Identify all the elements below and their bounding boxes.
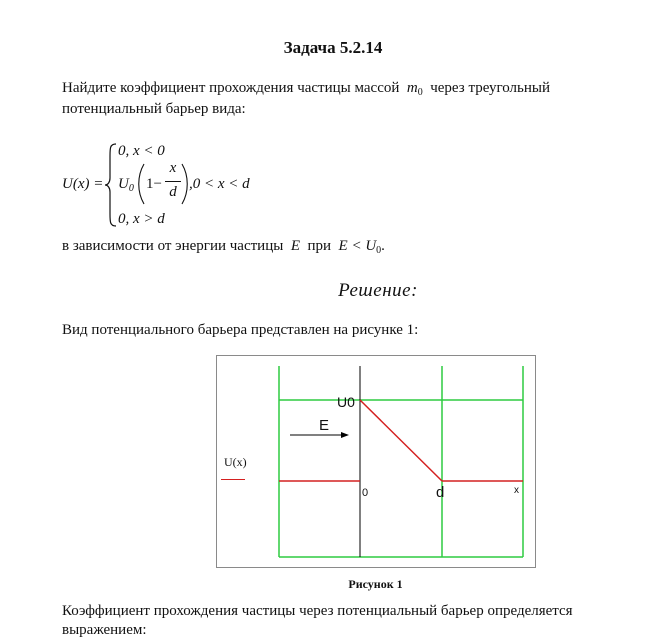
label-u0: U0: [337, 394, 355, 410]
closing-line-1: Коэффициент прохождения частицы через потенциальный барьер определяется: [62, 603, 573, 619]
formula-left-paren: [136, 162, 146, 206]
formula-one-minus: 1−: [146, 176, 162, 192]
curve-slope-segment: [360, 400, 442, 481]
problem-line-1-suffix: через треугольный: [430, 80, 551, 96]
formula-fraction-bar: [165, 181, 181, 182]
dependency-prefix: в зависимости от энергии частицы: [62, 238, 284, 254]
dependency-end: .: [381, 238, 385, 254]
formula-case-2: [118, 176, 134, 193]
problem-line-1-prefix: Найдите коэффициент прохождения частицы массой: [62, 80, 400, 96]
dependency-middle: при: [307, 238, 332, 254]
figure-caption: Рисунок 1: [348, 577, 403, 591]
legend-label: U(x): [224, 455, 247, 469]
solution-heading: Решение:: [338, 280, 418, 301]
closing-line-2: выражением:: [62, 622, 147, 638]
label-e: E: [319, 417, 330, 434]
mass-subscript: 0: [417, 87, 423, 98]
formula-case-2-range: ,0 < x < d: [189, 176, 250, 192]
figure-intro: Вид потенциального барьера представлен на рисунке 1:: [62, 322, 419, 338]
energy-arrow-head: [341, 432, 349, 438]
label-x: x: [514, 485, 519, 496]
barrier-plot: [217, 356, 535, 567]
formula-case-3: 0, x > d: [118, 211, 165, 227]
formula-lhs: U(x) =: [62, 176, 104, 192]
dependency-line: [62, 236, 385, 258]
energy-condition: E < U: [338, 238, 377, 254]
energy-condition-subscript: 0: [376, 245, 382, 256]
formula-denominator: d: [169, 184, 177, 200]
legend-line: [221, 479, 245, 480]
formula-u-subscript: 0: [128, 183, 134, 194]
label-zero: 0: [362, 487, 369, 499]
mass-symbol: m: [406, 80, 418, 96]
figure-frame: [216, 355, 536, 568]
energy-symbol: E: [290, 238, 300, 254]
formula-brace: [104, 142, 118, 228]
problem-line-1: [62, 78, 550, 100]
label-d: d: [436, 484, 445, 501]
formula-case-1: 0, x < 0: [118, 143, 165, 159]
problem-line-2: потенциальный барьер вида:: [62, 101, 246, 117]
page-title: Задача 5.2.14: [283, 38, 383, 57]
formula-numerator: x: [169, 160, 177, 176]
formula-u: U: [118, 176, 129, 192]
